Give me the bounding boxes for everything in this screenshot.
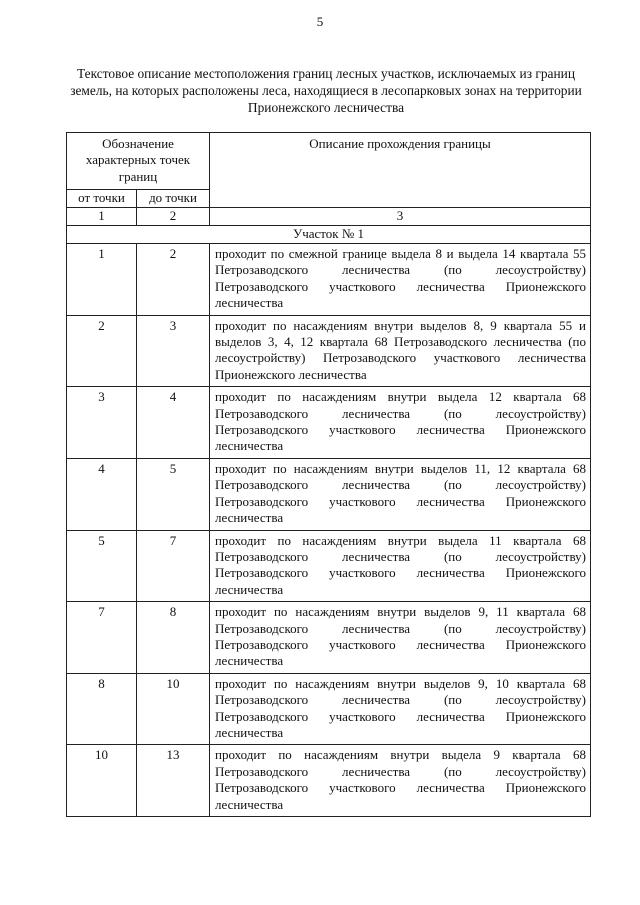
description-cell: проходит по смежной границе выдела 8 и выдела 14 квартала 55 Петрозаводского лесничества (по лесоустройству) Петрозаводского участкового лесничества Прионежского лесничества <box>210 244 591 316</box>
header-from-point: от точки <box>67 190 137 208</box>
table-row <box>67 244 591 316</box>
table-row <box>67 602 591 674</box>
to-point-cell: 3 <box>137 315 210 387</box>
table-row <box>67 745 591 817</box>
description-cell: проходит по насаждениям внутри выделов 11, 12 квартала 68 Петрозаводского лесничества (по лесоустройству) Петрозаводского участкового лесничества Прионежского лесничества <box>210 458 591 530</box>
table-row <box>67 458 591 530</box>
section-title: Участок № 1 <box>67 226 591 244</box>
to-point-cell: 8 <box>137 602 210 674</box>
to-point-cell: 13 <box>137 745 210 817</box>
to-point-cell: 10 <box>137 673 210 745</box>
column-number: 1 <box>67 208 137 226</box>
document-title: Текстовое описание местоположения границ лесных участков, исключаемых из границ земель, на которых расположены леса, находящиеся в лесопарковых зонах на территории Прионежского лесничества <box>70 66 582 115</box>
section-row <box>67 226 591 244</box>
column-number: 3 <box>210 208 591 226</box>
to-point-cell: 2 <box>137 244 210 316</box>
table-row <box>67 673 591 745</box>
description-cell: проходит по насаждениям внутри выделов 9, 11 квартала 68 Петрозаводского лесничества (по лесоустройству) Петрозаводского участкового лесничества Прионежского лесничества <box>210 602 591 674</box>
table-row <box>67 530 591 602</box>
from-point-cell: 5 <box>67 530 137 602</box>
boundary-table <box>66 132 591 817</box>
to-point-cell: 7 <box>137 530 210 602</box>
from-point-cell: 3 <box>67 387 137 459</box>
to-point-cell: 5 <box>137 458 210 530</box>
description-cell: проходит по насаждениям внутри выделов 9, 10 квартала 68 Петрозаводского лесничества (по лесоустройству) Петрозаводского участкового лесничества Прионежского лесничества <box>210 673 591 745</box>
from-point-cell: 4 <box>67 458 137 530</box>
page-number: 5 <box>316 14 324 29</box>
header-points-designation: Обозначение характерных точек границ <box>67 133 210 190</box>
description-cell: проходит по насаждениям внутри выдела 11 квартала 68 Петрозаводского лесничества (по лесоустройству) Петрозаводского участкового лесничества Прионежского лесничества <box>210 530 591 602</box>
table-row <box>67 387 591 459</box>
header-to-point: до точки <box>137 190 210 208</box>
description-cell: проходит по насаждениям внутри выделов 8, 9 квартала 55 и выделов 3, 4, 12 квартала 68 Петрозаводского лесничества (по лесоустройству) Петрозаводского участкового лесничества Прионежского лесничества <box>210 315 591 387</box>
from-point-cell: 8 <box>67 673 137 745</box>
header-boundary-description: Описание прохождения границы <box>210 133 591 208</box>
column-number-row <box>67 208 591 226</box>
description-cell: проходит по насаждениям внутри выдела 12 квартала 68 Петрозаводского лесничества (по лесоустройству) Петрозаводского участкового лесничества Прионежского лесничества <box>210 387 591 459</box>
description-cell: проходит по насаждениям внутри выдела 9 квартала 68 Петрозаводского лесничества (по лесоустройству) Петрозаводского участкового лесничества Прионежского лесничества <box>210 745 591 817</box>
from-point-cell: 1 <box>67 244 137 316</box>
from-point-cell: 2 <box>67 315 137 387</box>
to-point-cell: 4 <box>137 387 210 459</box>
from-point-cell: 7 <box>67 602 137 674</box>
from-point-cell: 10 <box>67 745 137 817</box>
table-row <box>67 315 591 387</box>
column-number: 2 <box>137 208 210 226</box>
table-body <box>67 208 591 817</box>
